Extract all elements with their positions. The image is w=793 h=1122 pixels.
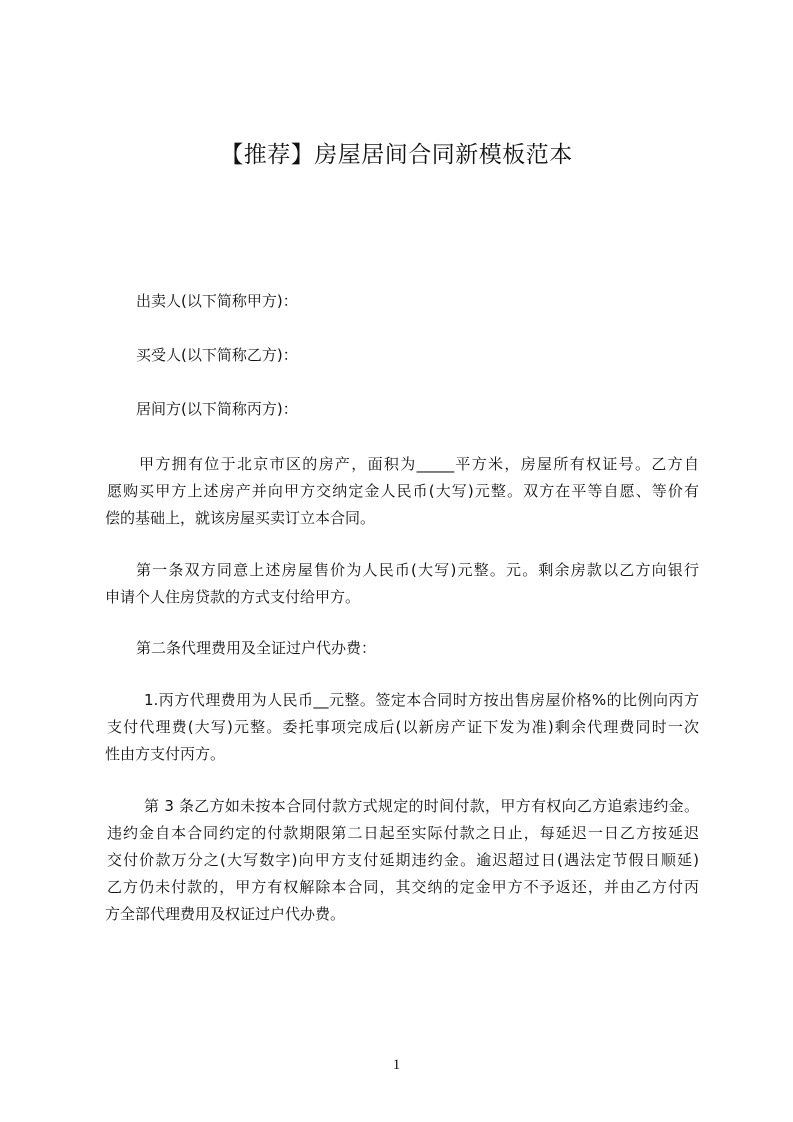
article-3-line-1: 第 3 条乙方如未按本合同付款方式规定的时间付款，甲方有权向乙方追索违约金。 [144,797,699,815]
article-3-line-3: 交付价款万分之(大写数字)向甲方支付延期违约金。逾迟超过日(遇法定节假日顺延) [107,851,699,869]
clause-1-line-1: 1.丙方代理费用为人民币__元整。签定本合同时方按出售房屋价格%的比例向丙方 [144,691,699,709]
article-2-heading: 第二条代理费用及全证过户代办费： [136,639,377,657]
document-title: 【推荐】房屋居间合同新模板范本 [220,142,573,168]
article-3-line-4: 乙方仍未付款的，甲方有权解除本合同，其交纳的定金甲方不予返还，并由乙方付丙 [107,878,699,896]
seller-party-line: 出卖人(以下简称甲方)： [136,292,298,310]
intro-line-3: 偿的基础上，就该房屋买卖订立本合同。 [105,509,376,527]
clause-1-line-3: 性由方支付丙方。 [105,745,226,763]
clause-1-line-2: 支付代理费(大写)元整。委托事项完成后(以新房产证下发为准)剩余代理费同时一次 [107,718,699,736]
intro-line-1: 甲方拥有位于北京市区的房产，面积为_____平方米，房屋所有权证号。乙方自 [139,455,699,473]
article-1-line-2: 申请个人住房贷款的方式支付给甲方。 [105,588,361,606]
article-1-line-1: 第一条双方同意上述房屋售价为人民币(大写)元整。元。剩余房款以乙方向银行 [136,561,699,579]
article-3-line-5: 方全部代理费用及权证过户代办费。 [105,905,346,923]
buyer-party-line: 买受人(以下简称乙方)： [136,346,298,364]
article-3-line-2: 违约金自本合同约定的付款期限第二日起至实际付款之日止，每延迟一日乙方按延迟 [107,824,699,842]
page-number: 1 [392,1057,401,1073]
intro-line-2: 愿购买甲方上述房产并向甲方交纳定金人民币(大写)元整。双方在平等自愿、等价有 [107,482,699,500]
agent-party-line: 居间方(以下简称丙方)： [136,400,298,418]
